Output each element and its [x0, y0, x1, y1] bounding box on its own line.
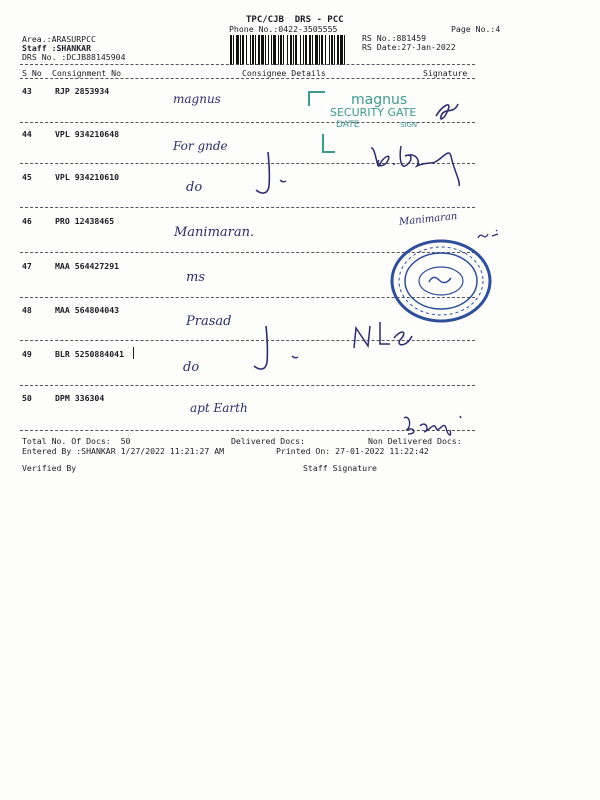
magnus-stamp-bracket: [305, 90, 335, 160]
ditto-mark-45: [252, 150, 292, 200]
page-number: Page No.:4: [451, 24, 501, 34]
barcode-bar: [261, 35, 264, 65]
row-44-handwriting: For gnde: [173, 139, 228, 153]
total-docs: Total No. Of Docs: 50: [22, 436, 131, 446]
header-rule-bottom: [20, 78, 475, 79]
barcode-bar: [242, 35, 244, 65]
barcode-bar: [312, 35, 313, 65]
barcode-bar: [305, 35, 307, 65]
row-46-handwriting: Manimaran.: [174, 225, 255, 240]
seal-scribble: [474, 226, 504, 246]
row-49-handwriting: do: [183, 360, 200, 375]
row-47-consignment: MAA 564427291: [55, 261, 120, 271]
magnus-stamp-security-gate: SECURITY GATE: [330, 106, 417, 119]
magnus-stamp-brand: magnus: [351, 92, 408, 108]
area-label: Area.:ARASURPCC: [22, 34, 96, 44]
row-43-handwriting: magnus: [173, 92, 221, 106]
barcode-bar: [344, 35, 345, 65]
row-47-handwriting: ms: [186, 270, 205, 285]
non-delivered-docs: Non Delivered Docs:: [368, 436, 462, 446]
verified-by: Verified By: [22, 463, 77, 473]
barcode-bar: [283, 35, 284, 65]
row-50-handwriting: apt Earth: [190, 401, 248, 415]
barcode-bar: [319, 35, 320, 65]
barcode-bar: [287, 35, 288, 65]
rs-date: RS Date:27-Jan-2022: [362, 42, 456, 52]
barcode-bar: [309, 35, 311, 65]
barcode-bar: [293, 35, 294, 65]
row-49-rule: [20, 385, 475, 386]
row-43-sno: 43: [22, 86, 32, 96]
row-50-consignment: DPM 336304: [55, 393, 105, 403]
header-rule-top: [20, 64, 475, 65]
tick-mark-43: [432, 98, 462, 126]
barcode-bar: [265, 35, 266, 65]
barcode: [229, 35, 349, 65]
barcode-bar: [268, 35, 269, 65]
row-48-handwriting: Prasad: [186, 314, 232, 329]
magnus-stamp-date-label: DATE: [336, 120, 360, 130]
ditto-mark-49: [252, 322, 312, 374]
barcode-bar: [255, 35, 256, 65]
document-title: TPC/CJB DRS - PCC: [246, 15, 344, 25]
handwritten-name-seal: Manimaran: [398, 210, 458, 229]
col-header-consignee: Consignee Details: [242, 68, 326, 78]
signature-row-44: [365, 138, 475, 188]
col-header-signature: Signature: [423, 68, 468, 78]
round-company-seal: [389, 238, 493, 324]
printed-on: Printed On: 27-01-2022 11:22:42: [276, 446, 429, 456]
barcode-bar: [258, 35, 260, 65]
rs-number: RS No.:881459: [362, 33, 427, 43]
barcode-bar: [334, 35, 335, 65]
barcode-bar: [290, 35, 292, 65]
row-45-rule: [20, 207, 475, 208]
row-44-consignment: VPL 934210648: [55, 129, 120, 139]
barcode-bar: [236, 35, 239, 65]
row-49-sno: 49: [22, 349, 32, 359]
barcode-bar: [278, 35, 279, 65]
barcode-bar: [340, 35, 343, 65]
barcode-bar: [252, 35, 254, 65]
row-45-consignment: VPL 934210610: [55, 172, 120, 182]
barcode-bar: [240, 35, 241, 65]
row-49-consignment: BLR 5250884041: [55, 349, 125, 359]
barcode-bar: [321, 35, 323, 65]
delivered-docs: Delivered Docs:: [231, 436, 305, 446]
barcode-bar: [329, 35, 330, 65]
row-48-consignment: MAA 564804043: [55, 305, 120, 315]
barcode-bar: [280, 35, 282, 65]
row-44-sno: 44: [22, 129, 32, 139]
barcode-bar: [337, 35, 339, 65]
signature-row-48: [350, 318, 420, 358]
col-header-sno: S No: [22, 68, 42, 78]
row-43-consignment: RJP 2853934: [55, 86, 110, 96]
row-50-sno: 50: [22, 393, 32, 403]
barcode-bar: [303, 35, 304, 65]
row-46-consignment: PRO 12438465: [55, 216, 115, 226]
entered-by: Entered By :SHANKAR 1/27/2022 11:21:27 AM: [22, 446, 225, 456]
row-49-cursor: [133, 347, 134, 359]
barcode-bar: [315, 35, 318, 65]
staff-label: Staff :SHANKAR: [22, 43, 92, 53]
magnus-stamp-sign-label: SIGN: [400, 121, 418, 129]
barcode-bar: [331, 35, 333, 65]
barcode-bar: [295, 35, 297, 65]
row-45-handwriting: do: [186, 180, 203, 195]
barcode-bar: [273, 35, 276, 65]
barcode-bar: [250, 35, 251, 65]
row-47-sno: 47: [22, 261, 32, 271]
barcode-bar: [325, 35, 326, 65]
row-46-sno: 46: [22, 216, 32, 226]
drs-number: DRS No. :DCJB88145904: [22, 52, 126, 62]
barcode-bar: [271, 35, 272, 65]
phone-number: Phone No.:0422-3505555: [229, 24, 338, 34]
row-48-sno: 48: [22, 305, 32, 315]
barcode-bar: [230, 35, 232, 65]
barcode-bar: [233, 35, 234, 65]
barcode-bar: [246, 35, 247, 65]
col-header-consignment: Consignment No: [52, 68, 122, 78]
row-45-sno: 45: [22, 172, 32, 182]
staff-signature: Staff Signature: [303, 463, 377, 473]
barcode-bar: [300, 35, 301, 65]
